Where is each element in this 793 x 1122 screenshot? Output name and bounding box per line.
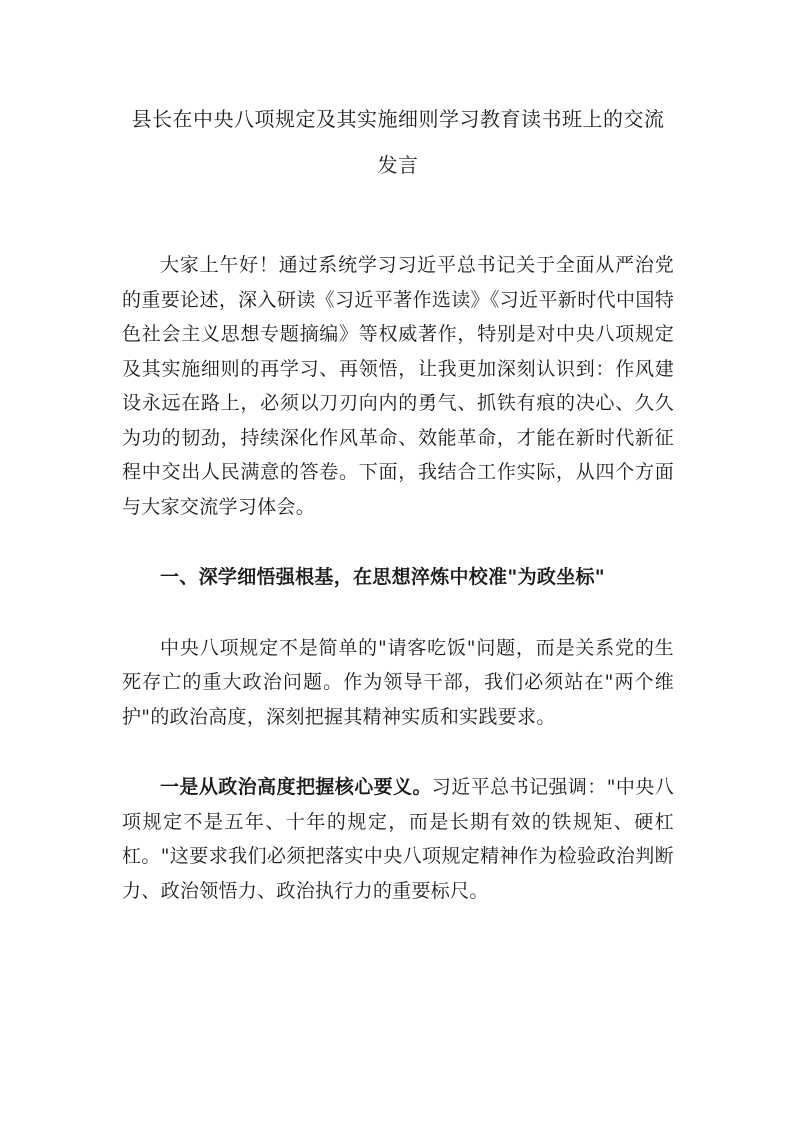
spacer xyxy=(122,734,674,770)
section-1-paragraph: 中央八项规定不是简单的"请客吃饭"问题，而是关系党的生死存亡的重大政治问题。作为领导干部，我们必须站在"两个维护"的政治高度，深刻把握其精神实质和实践要求。 xyxy=(122,636,674,728)
document-title: 县长在中央八项规定及其实施细则学习教育读书班上的交流发言 xyxy=(131,107,665,177)
point-1-paragraph xyxy=(122,770,674,908)
spacer xyxy=(122,595,674,631)
document-page xyxy=(122,96,674,908)
section-heading-1: 一、深学细悟强根基，在思想淬炼中校准"为政坐标" xyxy=(160,566,605,588)
intro-paragraph: 大家上午好！通过系统学习习近平总书记关于全面从严治党的重要论述，深入研读《习近平著作选读》《习近平新时代中国特色社会主义思想专题摘编》等权威著作，特别是对中央八项规定及其实施细则的再学习、再领悟，让我更加深刻认识到：作风建设永远在路上，必须以刀刃向内的勇气、抓铁有痕的决心、久久为功的韧劲，持续深化作风革命、效能革命，才能在新时代新征程中交出人民满意的答卷。下面，我结合工作实际，从四个方面与大家交流学习体会。 xyxy=(122,254,674,518)
point-1-text: 习近平总书记强调："中央八项规定不是五年、十年的规定，而是长期有效的铁规矩、硬杠杠。"这要求我们必须把落实中央八项规定精神作为检验政治判断力、政治领悟力、政治执行力的重要标尺。 xyxy=(122,776,675,902)
spacer xyxy=(122,524,674,560)
point-1-lead: 一是从政治高度把握核心要义。 xyxy=(160,776,432,798)
spacer xyxy=(122,188,674,248)
